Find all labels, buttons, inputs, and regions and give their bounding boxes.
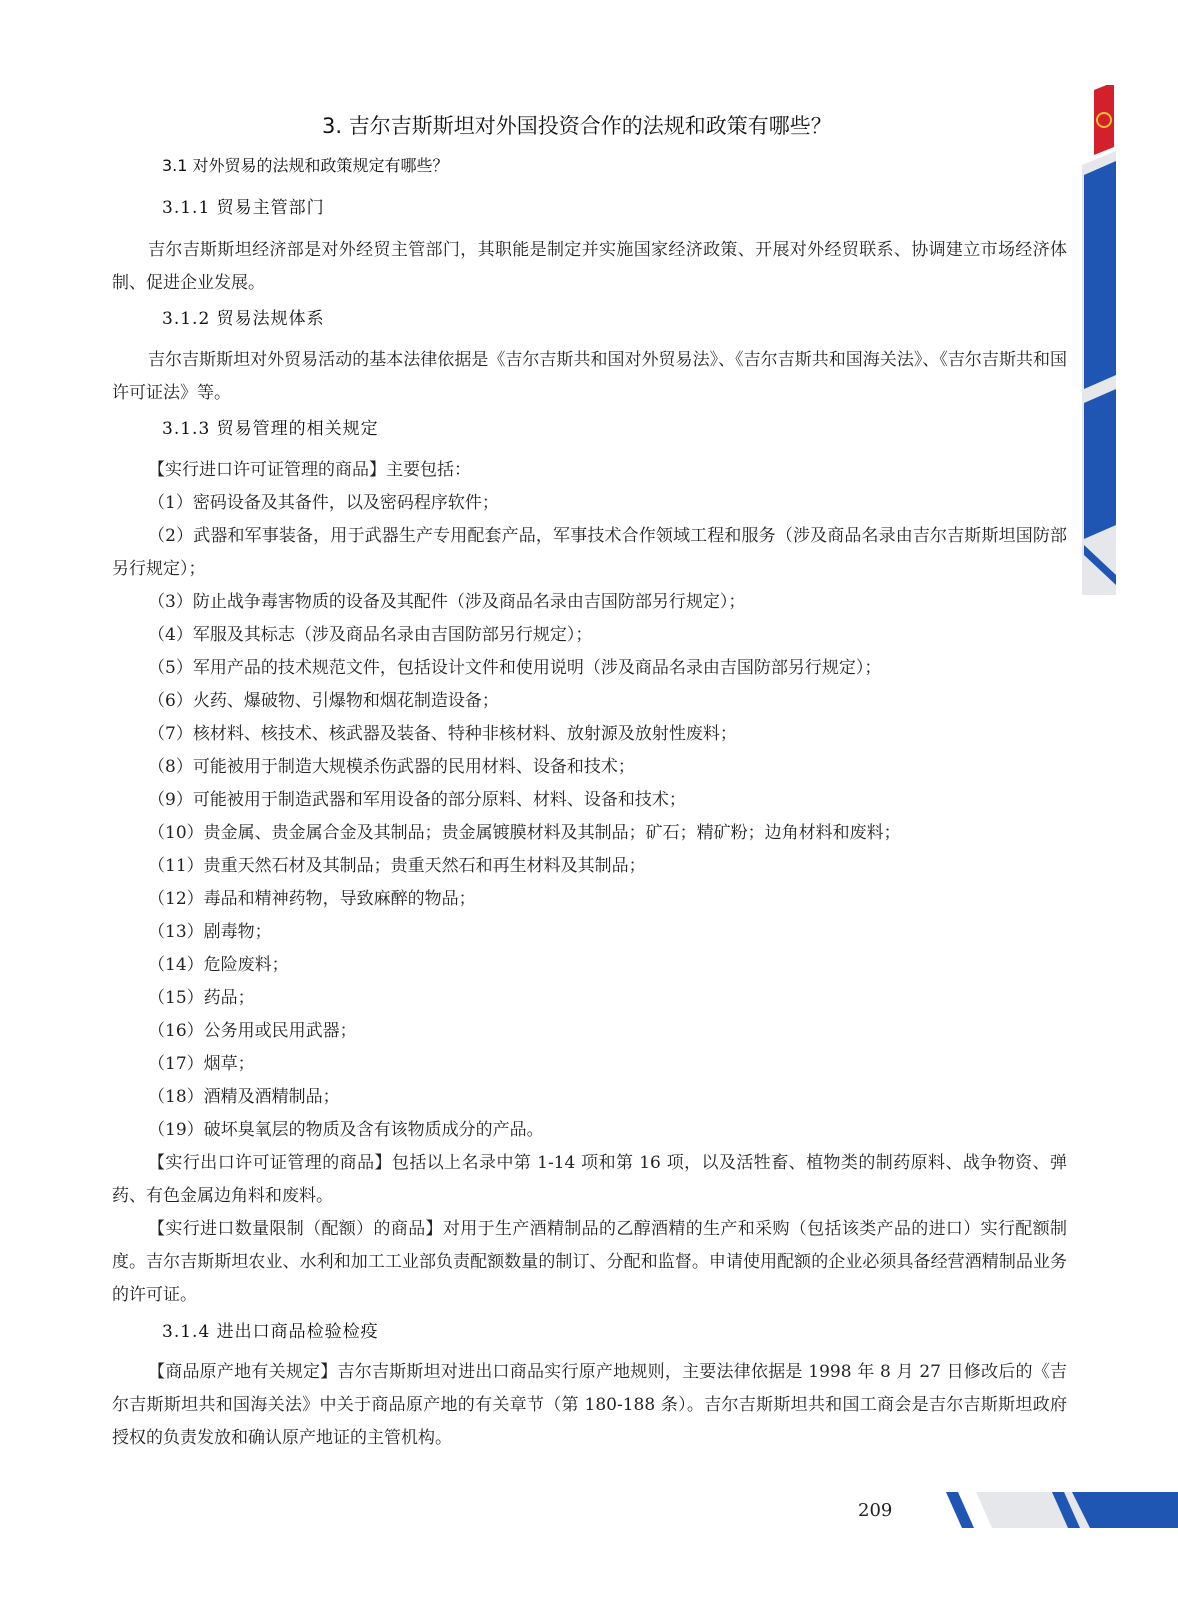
corner-stripe-1 xyxy=(946,1492,974,1528)
paragraph-origin-rules: 【商品原产地有关规定】吉尔吉斯斯坦对进出口商品实行原产地规则，主要法律依据是 1998 年 8 月 27 日修改后的《吉尔吉斯斯坦共和国海关法》中关于商品原产地的有关章节（第 180-188 条）。吉尔吉斯斯坦共和国工商会是吉尔吉斯斯坦政府授权的负责发放和确认原产地证的主管机构。 xyxy=(112,1362,1067,1448)
list-item: （17）烟草； xyxy=(148,1054,255,1074)
page-number: 209 xyxy=(858,1500,893,1521)
list-item: （16）公务用或民用武器； xyxy=(148,1021,357,1041)
corner-decoration xyxy=(940,1490,1178,1540)
list-item: （19）破坏臭氧层的物质及含有该物质成分的产品。 xyxy=(148,1120,544,1140)
paragraph-trade-laws: 吉尔吉斯斯坦对外贸易活动的基本法律依据是《吉尔吉斯共和国对外贸易法》、《吉尔吉斯共和国海关法》、《吉尔吉斯共和国许可证法》等。 xyxy=(112,350,1067,403)
section-heading: 3.1 对外贸易的法规和政策规定有哪些？ xyxy=(162,156,449,175)
blue-band-upper xyxy=(1084,161,1116,389)
list-item: （18）酒精及酒精制品； xyxy=(148,1087,340,1107)
list-item: （2）武器和军事装备，用于武器生产专用配套产品，军事技术合作领域工程和服务（涉及商品名录由吉尔吉斯斯坦国防部另行规定）； xyxy=(112,526,1067,579)
paragraph-import-quota: 【实行进口数量限制（配额）的商品】对用于生产酒精制品的乙醇酒精的生产和采购（包括该类产品的进口）实行配额制度。吉尔吉斯斯坦农业、水利和加工工业部负责配额数量的制订、分配和监督。申请使用配额的企业必须具备经营酒精制品业务的许可证。 xyxy=(112,1219,1067,1305)
list-item: （12）毒品和精神药物，导致麻醉的物品； xyxy=(148,889,476,909)
import-license-intro: 【实行进口许可证管理的商品】主要包括： xyxy=(148,460,471,480)
paragraph-export-license: 【实行出口许可证管理的商品】包括以上名录中第 1-14 项和第 16 项，以及活牲畜、植物类的制药原料、战争物资、弹药、有色金属边角料和废料。 xyxy=(112,1153,1067,1206)
list-item: （8）可能被用于制造大规模杀伤武器的民用材料、设备和技术； xyxy=(148,757,635,777)
list-item: （6）火药、爆破物、引爆物和烟花制造设备； xyxy=(148,691,499,711)
list-item: （14）危险废料； xyxy=(148,955,289,975)
list-item: （15）药品； xyxy=(148,988,255,1008)
side-decoration xyxy=(1076,85,1178,595)
list-item: （4）军服及其标志（涉及商品名录由吉国防部另行规定）； xyxy=(148,625,593,645)
subsection-title-3-1-4: 3.1.4 进出口商品检验检疫 xyxy=(162,1322,379,1342)
subsection-title-3-1-1: 3.1.1 贸易主管部门 xyxy=(162,198,325,218)
list-item: （9）可能被用于制造武器和军用设备的部分原料、材料、设备和技术； xyxy=(148,790,686,810)
corner-blue xyxy=(1072,1492,1178,1528)
list-item: （3）防止战争毒害物质的设备及其配件（涉及商品名录由吉国防部另行规定）； xyxy=(148,592,746,612)
list-item: （11）贵重天然石材及其制品；贵重天然石和再生材料及其制品； xyxy=(148,856,646,876)
subsection-title-3-1-3: 3.1.3 贸易管理的相关规定 xyxy=(162,419,379,439)
list-item: （10）贵金属、贵金属合金及其制品；贵金属镀膜材料及其制品；矿石；精矿粉；边角材料和废料； xyxy=(148,823,901,843)
blue-band-lower xyxy=(1084,389,1116,539)
paragraph-trade-authority: 吉尔吉斯斯坦经济部是对外经贸主管部门，其职能是制定并实施国家经济政策、开展对外经贸联系、协调建立市场经济体制、促进企业发展。 xyxy=(112,240,1067,293)
main-heading: 3. 吉尔吉斯斯坦对外国投资合作的法规和政策有哪些？ xyxy=(322,114,832,138)
list-item: （5）军用产品的技术规范文件，包括设计文件和使用说明（涉及商品名录由吉国防部另行规定）； xyxy=(148,658,882,678)
list-item: （13）剧毒物； xyxy=(148,922,272,942)
list-item: （7）核材料、核技术、核武器及装备、特种非核材料、放射源及放射性废料； xyxy=(148,724,737,744)
list-item: （1）密码设备及其备件，以及密码程序软件； xyxy=(148,493,499,513)
subsection-title-3-1-2: 3.1.2 贸易法规体系 xyxy=(162,309,325,329)
